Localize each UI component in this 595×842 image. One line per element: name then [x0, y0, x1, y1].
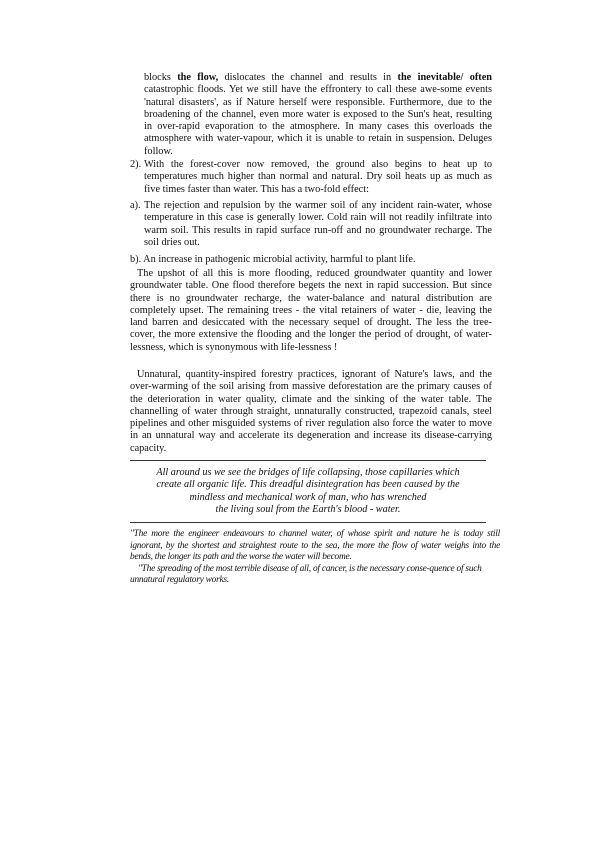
list-item-b-text: b). An increase in pathogenic microbial activity, harmful to plant life.	[130, 254, 416, 265]
list-item-a	[130, 200, 492, 249]
bold-inevitable: the inevitable/ often	[397, 72, 493, 83]
quote-engineer: "The more the engineer endeavours to channel water, of whose spirit and nature he is today still ignorant, by the shortest and straightest route to the sea, the more the flow of water weighs into the bends, the longer its path and the worse the water will become.	[130, 529, 500, 563]
list-item-b	[130, 254, 492, 266]
pullquote	[134, 467, 482, 516]
bold-the-flow: the flow,	[177, 72, 219, 83]
paragraph-floods-text: blocks the flow, dislocates the channel and results in the inevitable/ often catastrophic floods. Yet we still have the effrontery to call these awe-some events 'natural disasters', as if Nature herself were responsible. Furthermore, due to the broadening of the channel, even more water is exposed to the Sun's heat, resulting in over-rapid evaporation to the atmosphere. In many cases this overloads the atmosphere with water-vapour, which it is unable to retain in suspension. Deluges follow.	[144, 72, 493, 157]
paragraph-floods	[144, 72, 492, 158]
pullquote-line-3: mindless and mechanical work of man, who has wrenched	[189, 491, 427, 503]
pullquote-line-2: create all organic life. This dreadful disintegration has been caused by the	[156, 479, 460, 491]
paragraph-unnatural	[130, 369, 492, 455]
paragraph-upshot-text: The upshot of all this is more flooding, reduced groundwater quantity and lower groundwater table. One flood therefore begets the next in rapid succession. But since there is no groundwater recharge, the water-balance and natural distribution are completely upset. The remaining trees - the vital retainers of water - die, leaving the land barren and desiccated with the necessary sequel of drought. The less the tree-cover, the more extensive the flooding and the longer the period of drought, of water-lessness, which is synonymous with life-lessness !	[130, 268, 492, 353]
list-item-a-text: The rejection and repulsion by the warmer soil of any incident rain-water, whose temperature in this case is generally lower. Cold rain will not readily infiltrate into warm soil. This results in rapid surface run-off and no groundwater recharge. The soil dries out.	[144, 200, 492, 248]
divider-top	[130, 460, 486, 461]
pullquote-line-1: All around us we see the bridges of life collapsing, those capillaries which	[156, 467, 460, 478]
pullquote-line-4: the living soul from the Earth's blood - water.	[215, 503, 401, 515]
list-item-2	[130, 159, 492, 196]
list-marker-2: 2).	[130, 159, 142, 170]
paragraph-unnatural-text: Unnatural, quantity-inspired forestry practices, ignorant of Nature's laws, and the over-warming of the soil arising from massive deforestation are the primary causes of the deterioration in water quality, climate and the sinking of the water table. The channelling of water through straight, unnaturally constructed, trapezoid canals, steel pipelines and other misguided systems of river regulation also force the water to move in an unnatural way and accelerate its degeneration and increase its disease-carrying capacity.	[130, 369, 492, 454]
list-item-2-text: With the forest-cover now removed, the ground also begins to heat up to temperatures much higher than normal and natural. Dry soil heats up as much as five times faster than water. This has a two-fold effect:	[144, 159, 492, 195]
list-marker-a: a).	[130, 200, 141, 211]
divider-bottom	[130, 522, 486, 523]
quote-cancer: "The spreading of the most terrible disease of all, of cancer, is the necessary conse-quence of such unnatural regulatory works.	[130, 563, 482, 586]
paragraph-upshot	[130, 268, 492, 354]
quotes-footnotes	[130, 529, 500, 587]
